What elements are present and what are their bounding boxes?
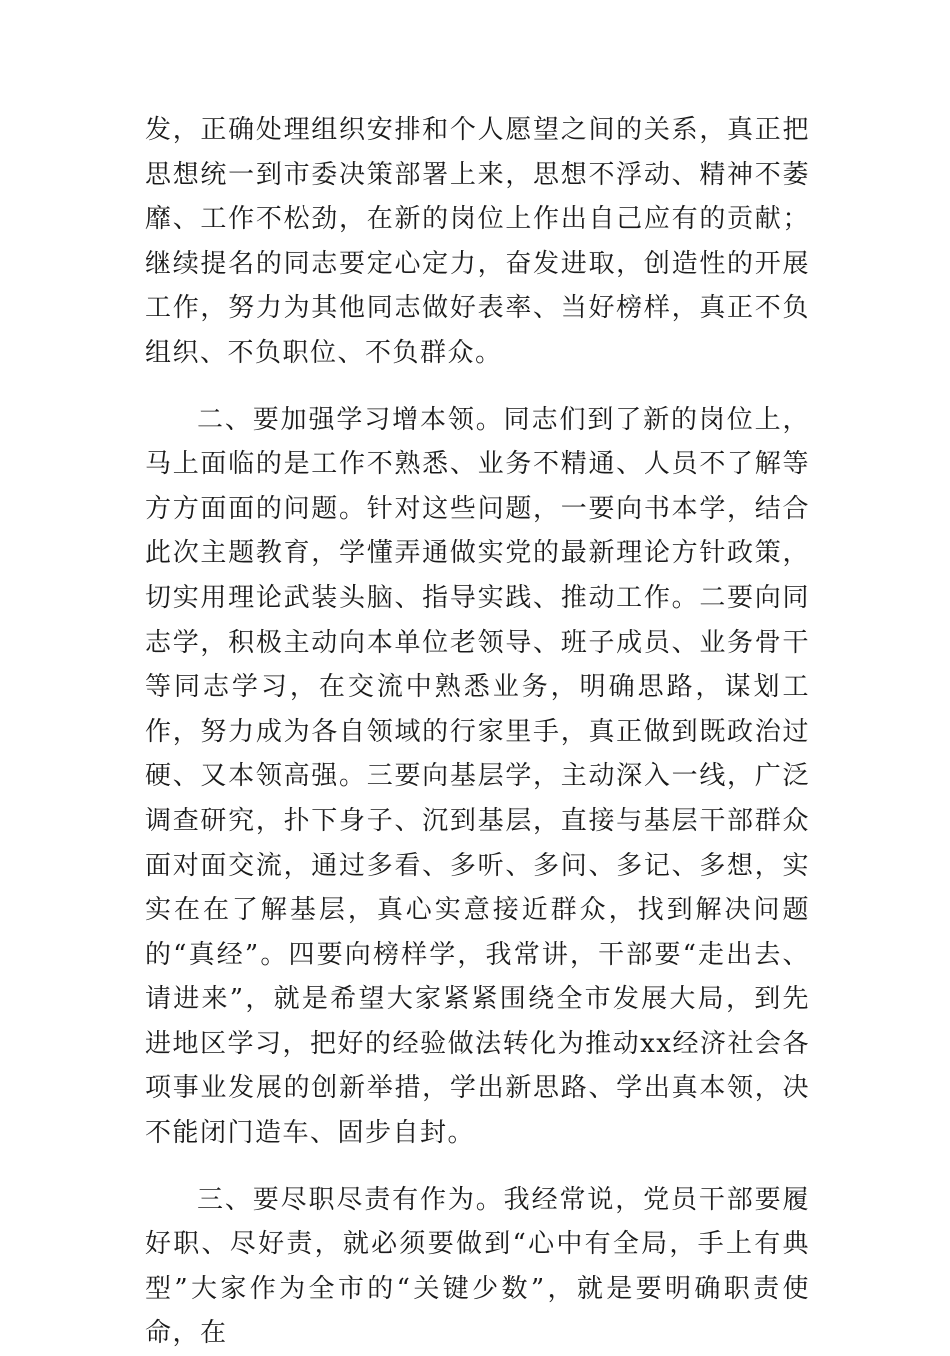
paragraph-1: 发，正确处理组织安排和个人愿望之间的关系，真正把思想统一到市委决策部署上来，思想不浮动、精神不萎靡、工作不松劲，在新的岗位上作出自己应有的贡献；继续提名的同志要定心定力，奋发进取，创造性的开展工作，努力为其他同志做好表率、当好榜样，真正不负组织、不负职位、不负群众。 [145,115,810,368]
paragraph-gap [145,376,810,398]
paragraph-3: 三、要尽职尽责有作为。我经常说，党员干部要履好职、尽好责，就必须要做到“心中有全局，手上有典型”大家作为全市的“关键少数”，就是要明确职责使命，在 [145,1184,810,1349]
paragraph-2: 二、要加强学习增本领。同志们到了新的岗位上，马上面临的是工作不熟悉、业务不精通、人员不了解等方方面面的问题。针对这些问题，一要向书本学，结合此次主题教育，学懂弄通做实党的最新理论方针政策，切实用理论武装头脑、指导实践、推动工作。二要向同志学，积极主动向本单位老领导、班子成员、业务骨干等同志学习，在交流中熟悉业务，明确思路，谋划工作，努力成为各自领域的行家里手，真正做到既政治过硬、又本领高强。三要向基层学，主动深入一线，广泛调查研究，扑下身子、沉到基层，直接与基层干部群众面对面交流，通过多看、多听、多问、多记、多想，实实在在了解基层，真心实意接近群众，找到解决问题的“真经”。四要向榜样学，我常讲，干部要“走出去、请进来”，就是希望大家紧紧围绕全市发展大局，到先进地区学习，把好的经验做法转化为推动xx经济社会各项事业发展的创新举措，学出新思路、学出真本领，决不能闭门造车、固步自封。 [145,404,810,1149]
document-body [145,108,810,1356]
paragraph-gap [145,1156,810,1178]
